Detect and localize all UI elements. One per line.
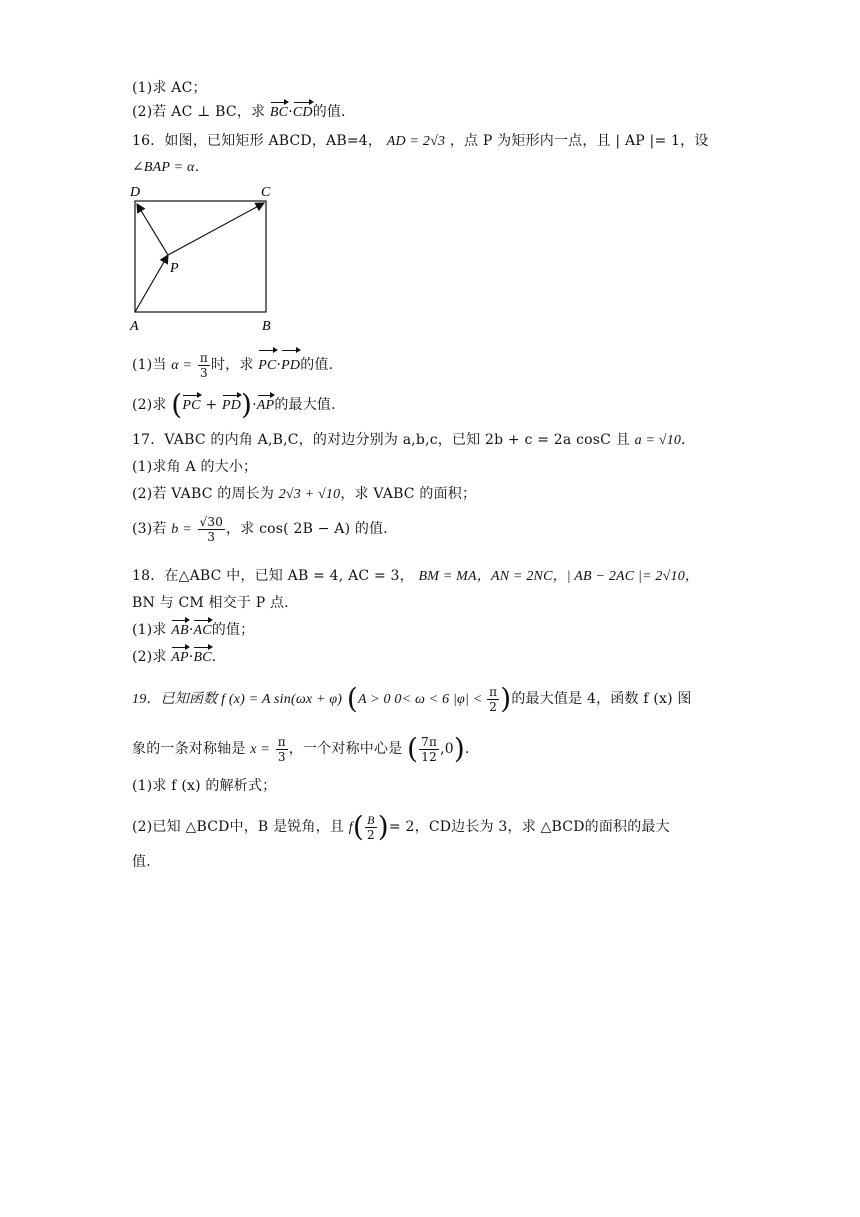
label-P: P — [170, 261, 179, 276]
q16-part2: (2)求 (PC + PD)·AP的最大值． — [132, 388, 346, 421]
label-A: A — [130, 319, 139, 334]
q17-part2: (2)若 VABC 的周长为 2√3 + √10，求 VABC 的面积； — [132, 486, 477, 502]
q17-part1: (1)求角 A 的大小； — [132, 459, 258, 475]
q18-part2: (2)求 AP·BC． — [132, 647, 226, 668]
q18-intersect: BN 与 CM 相交于 P 点． — [132, 595, 299, 611]
label-D: D — [130, 185, 141, 200]
q16-angle: ∠BAP = α． — [132, 160, 209, 175]
q18-stem: 18．在△ABC 中，已知 AB = 4, AC = 3， BM = MA，AN = 2NC，| AB − 2AC |= 2√10， — [132, 568, 700, 584]
q16-part1: (1)当 α = $\frac{\pi}{3}$ 时，求 PC·PD的值． — [132, 350, 343, 380]
q19-part2: (2)已知 △BCD中，B 是锐角，且 f( $\frac{B}{2}$ )= 2，CD边长为 3，求 △BCD的面积的最大 — [132, 810, 670, 843]
q17-part3: (3)若 b = $\frac{√30}{3}$ ，求 cos( 2B − A) 的值． — [132, 514, 398, 544]
q18-part1: (1)求 AB·AC的值； — [132, 620, 254, 641]
q19-part2-end: 值． — [132, 854, 161, 870]
label-C: C — [261, 185, 271, 200]
q15-part2: (2)若 AC ⊥ BC，求 BC·CD的值． — [132, 102, 355, 123]
q16-stem: 16．如图，已知矩形 ABCD，AB=4， AD = 2√3 ，点 P 为矩形内一点，且 | AP |= 1，设 — [132, 133, 709, 149]
q17-stem: 17．VABC 的内角 A,B,C，的对边分别为 a,b,c，已知 2b + c = 2a cosC 且 a = √10． — [132, 432, 696, 448]
q15-part1: (1)求 AC； — [132, 80, 207, 96]
q19-part1: (1)求 f (x) 的解析式； — [132, 778, 277, 794]
q19-axis: 象的一条对称轴是 x = $\frac{\pi}{3}$ ，一个对称中心是 ( $\frac{7\pi}{12}$ ,0)． — [132, 732, 480, 765]
rectangle-figure — [126, 180, 286, 340]
q19-stem: 19．已知函数 f (x) = A sin(ωx + φ) (A > 0 0< ω < 6 |φ| < $\frac{\pi}{2}$ )的最大值是 4，函数 f (x) 图 — [132, 682, 692, 715]
label-B: B — [262, 319, 271, 334]
